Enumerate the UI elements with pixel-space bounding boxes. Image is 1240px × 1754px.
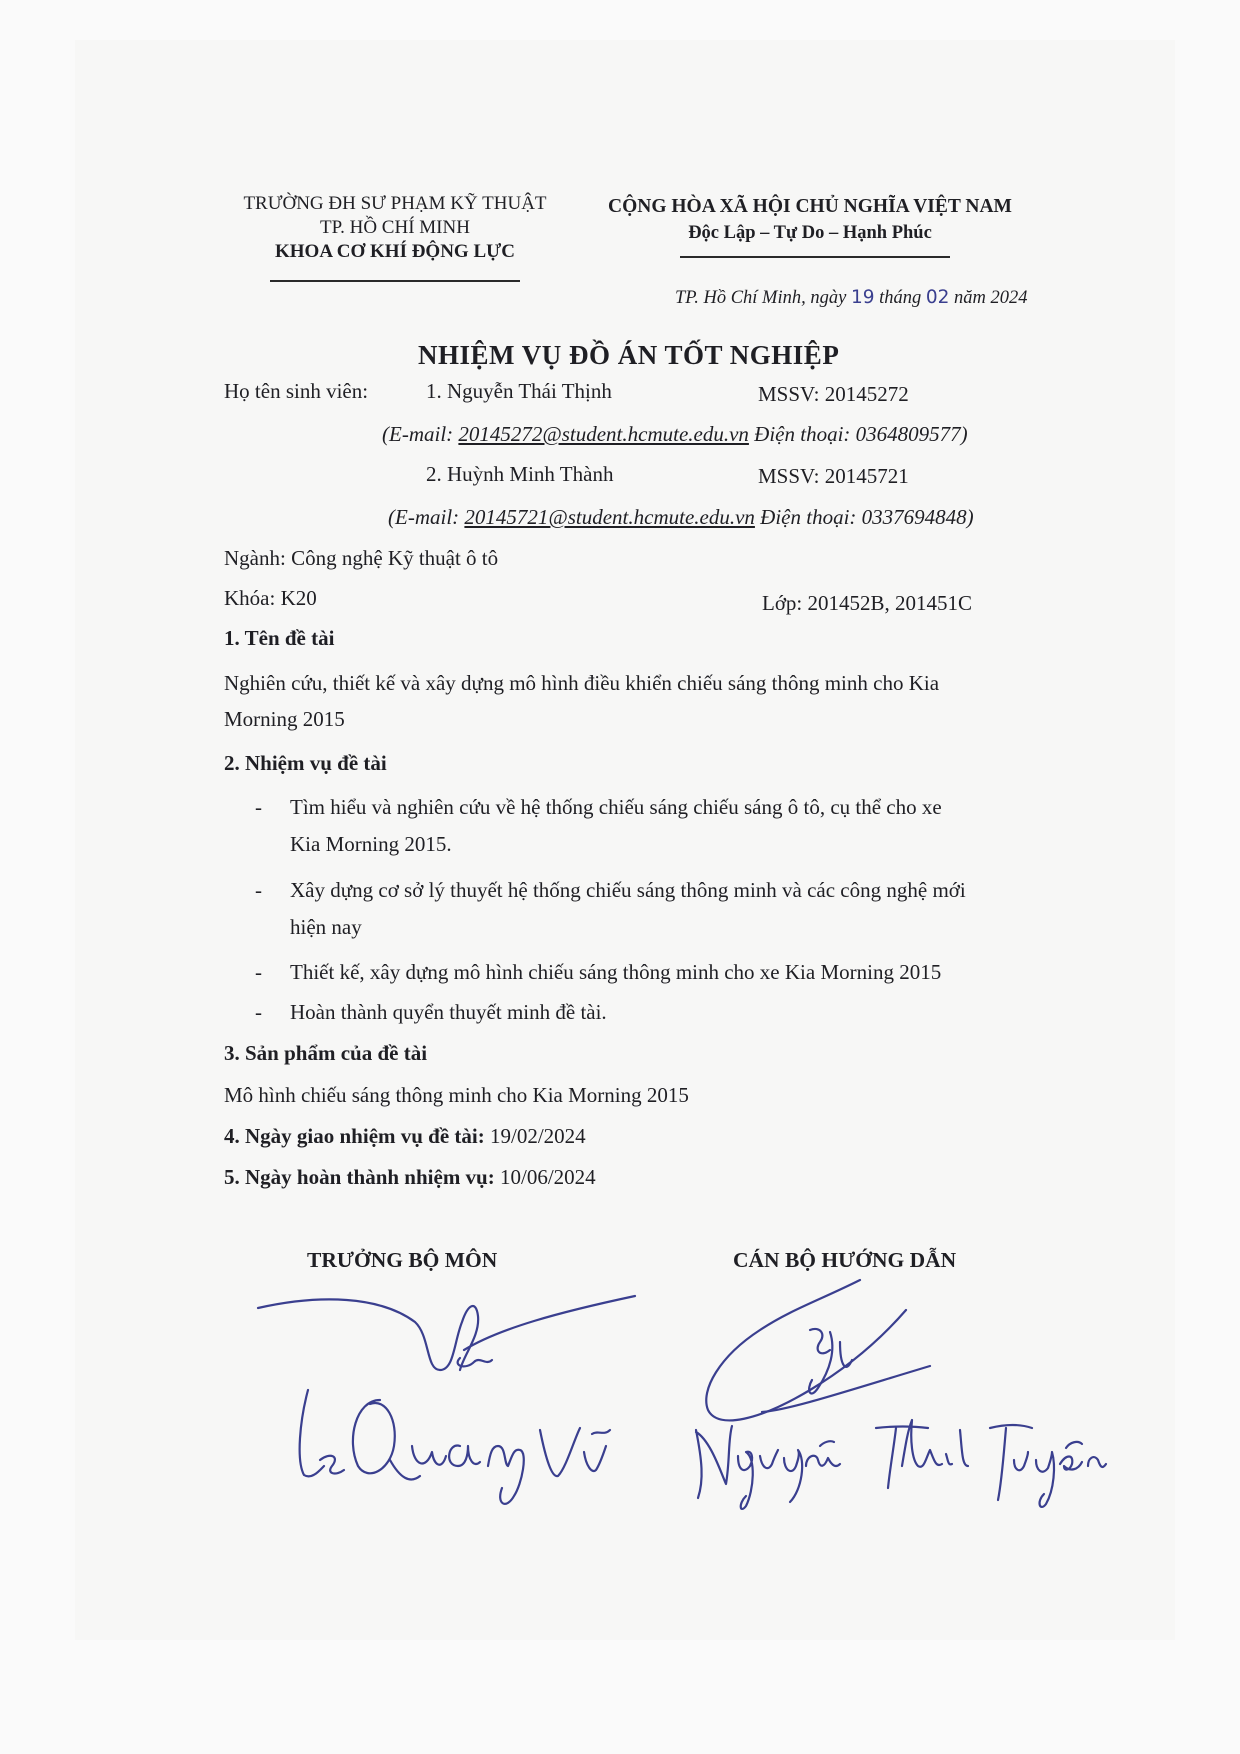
school-header bbox=[220, 192, 570, 264]
task-bullet-4: - bbox=[255, 1000, 262, 1024]
date-prefix: TP. Hồ Chí Minh, ngày bbox=[675, 288, 847, 308]
advisor-title: CÁN BỘ HƯỚNG DẪN bbox=[733, 1248, 957, 1272]
topic-line-1: Nghiên cứu, thiết kế và xây dựng mô hình điều khiển chiếu sáng thông minh cho Kia bbox=[224, 671, 940, 695]
school-header-rule bbox=[270, 280, 520, 282]
assign-date-label: 4. Ngày giao nhiệm vụ đề tài: bbox=[224, 1124, 485, 1148]
student-label: Họ tên sinh viên: bbox=[224, 379, 369, 403]
student-1-contact bbox=[382, 420, 968, 448]
date-day: 19 bbox=[850, 287, 875, 308]
task-bullet-1: - bbox=[255, 795, 262, 819]
product-line: Mô hình chiếu sáng thông minh cho Kia Morning 2015 bbox=[224, 1083, 689, 1107]
republic-name: CỘNG HÒA XÃ HỘI CHỦ NGHĨA VIỆT NAM bbox=[608, 196, 1012, 217]
task-2-line-1: Xây dựng cơ sở lý thuyết hệ thống chiếu sáng thông minh và các công nghệ mới bbox=[290, 878, 966, 902]
school-name: TRƯỜNG ĐH SƯ PHẠM KỸ THUẬT bbox=[243, 193, 547, 214]
student-1-mssv: MSSV: 20145272 bbox=[758, 382, 909, 406]
student-1-email-label: (E-mail: bbox=[382, 422, 454, 446]
student-2-email[interactable]: 20145721@student.hcmute.edu.vn bbox=[464, 505, 755, 529]
student-2-name: 2. Huỳnh Minh Thành bbox=[426, 462, 614, 486]
class-line: Lớp: 201452B, 201451C bbox=[762, 591, 973, 615]
national-motto: Độc Lập – Tự Do – Hạnh Phúc bbox=[688, 223, 932, 243]
republic-header bbox=[585, 194, 1035, 246]
task-bullet-3: - bbox=[255, 960, 262, 984]
student-2-contact bbox=[388, 503, 974, 531]
date-month-label: tháng bbox=[879, 288, 922, 308]
advisor-signature bbox=[680, 1270, 1120, 1530]
student-1-name: 1. Nguyễn Thái Thịnh bbox=[426, 379, 612, 403]
school-city: TP. HỒ CHÍ MINH bbox=[320, 217, 470, 238]
head-of-department-title: TRƯỞNG BỘ MÔN bbox=[307, 1248, 498, 1272]
finish-date-label: 5. Ngày hoàn thành nhiệm vụ: bbox=[224, 1165, 495, 1189]
faculty-name: KHOA CƠ KHÍ ĐỘNG LỰC bbox=[275, 241, 515, 262]
assign-date-line bbox=[224, 1122, 586, 1150]
assign-date-value: 19/02/2024 bbox=[490, 1124, 586, 1148]
date-month: 02 bbox=[925, 287, 950, 308]
product-heading: 3. Sản phẩm của đề tài bbox=[224, 1041, 428, 1065]
tasks-heading: 2. Nhiệm vụ đề tài bbox=[224, 751, 387, 775]
task-2-line-2: hiện nay bbox=[290, 915, 362, 939]
student-2-email-label: (E-mail: bbox=[388, 505, 460, 529]
page-title: NHIỆM VỤ ĐỒ ÁN TỐT NGHIỆP bbox=[418, 340, 840, 370]
student-1-phone: Điện thoại: 0364809577) bbox=[754, 422, 968, 446]
student-2-mssv: MSSV: 20145721 bbox=[758, 464, 909, 488]
finish-date-line bbox=[224, 1163, 596, 1191]
head-of-department-signature bbox=[240, 1270, 680, 1530]
task-3-line-1: Thiết kế, xây dựng mô hình chiếu sáng thông minh cho xe Kia Morning 2015 bbox=[290, 960, 942, 984]
republic-header-rule bbox=[680, 256, 950, 258]
student-1-email[interactable]: 20145272@student.hcmute.edu.vn bbox=[458, 422, 749, 446]
course-line: Khóa: K20 bbox=[224, 586, 317, 610]
task-1-line-2: Kia Morning 2015. bbox=[290, 832, 452, 856]
topic-heading: 1. Tên đề tài bbox=[224, 626, 335, 650]
finish-date-value: 10/06/2024 bbox=[499, 1165, 596, 1189]
task-1-line-1: Tìm hiểu và nghiên cứu về hệ thống chiếu sáng chiếu sáng ô tô, cụ thể cho xe bbox=[290, 795, 942, 819]
task-bullet-2: - bbox=[255, 878, 262, 902]
date-year: năm 2024 bbox=[954, 288, 1028, 308]
date-line bbox=[675, 287, 1028, 309]
topic-line-2: Morning 2015 bbox=[224, 707, 345, 731]
task-4-line-1: Hoàn thành quyển thuyết minh đề tài. bbox=[290, 1000, 607, 1024]
student-2-phone: Điện thoại: 0337694848) bbox=[760, 505, 974, 529]
major-line: Ngành: Công nghệ Kỹ thuật ô tô bbox=[224, 546, 499, 570]
